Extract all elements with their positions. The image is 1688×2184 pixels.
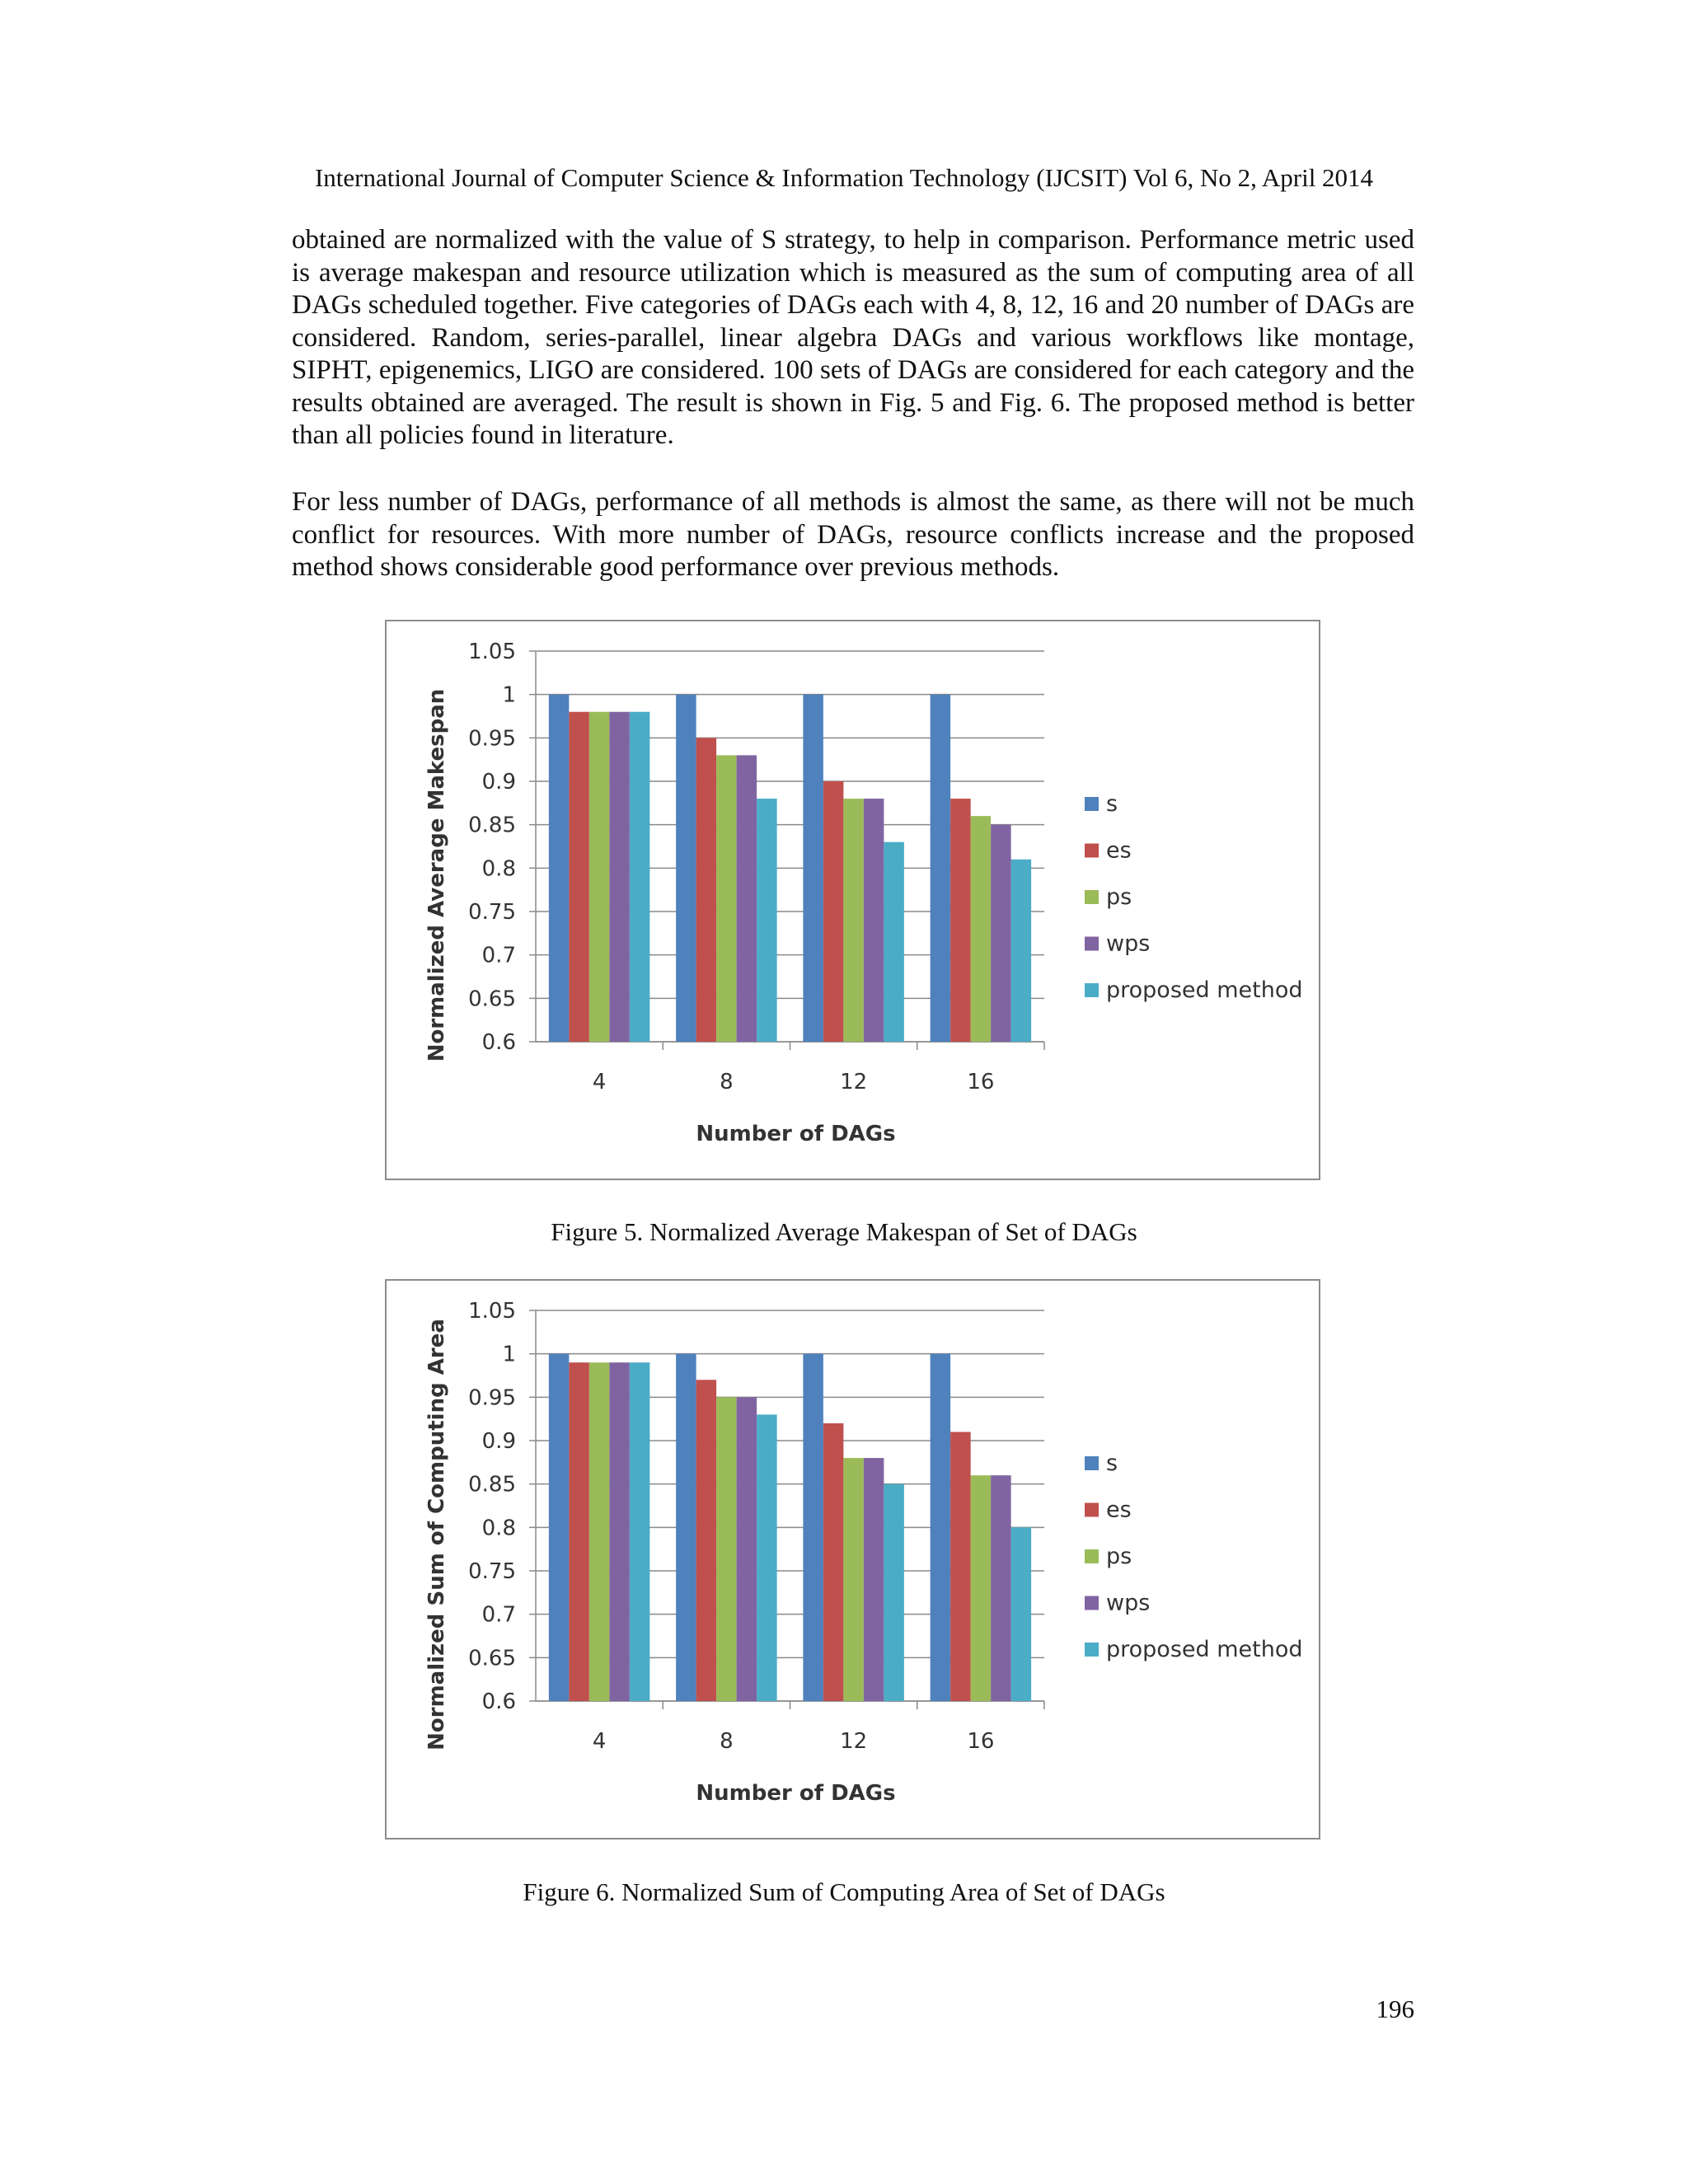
bar-s-4 (549, 695, 570, 1042)
bar-es-16 (950, 1432, 971, 1701)
legend-swatch-s (1085, 797, 1099, 811)
y-tick-label: 0.75 (468, 1559, 516, 1584)
figure-6 (385, 1279, 1320, 1840)
y-tick-label: 1.05 (468, 640, 516, 664)
bar-wps-4 (609, 712, 630, 1042)
y-tick-label: 0.8 (481, 856, 516, 882)
legend-swatch-wps (1085, 937, 1099, 951)
legend-label-wps: wps (1106, 1590, 1151, 1616)
y-tick-label: 0.7 (481, 943, 516, 968)
body-paragraph-2: For less number of DAGs, performance of all methods is almost the same, as there will not be much conflict for resources. With more number of DAGs, resource conflicts increase and the proposed method shows considerable good performance over previous methods. (292, 487, 1414, 582)
figure-6-chart (387, 1281, 1319, 1838)
y-tick-label: 0.6 (481, 1690, 516, 1714)
bar-es-12 (823, 781, 844, 1042)
bar-wps-16 (991, 1475, 1011, 1701)
figure-6-caption: Figure 6. Normalized Sum of Computing Area of Set of DAGs (523, 1877, 1165, 1906)
running-head: International Journal of Computer Science & Information Technology (IJCSIT) Vol 6, No 2, April 2014 (314, 163, 1374, 192)
bar-proposed-method-8 (757, 799, 777, 1042)
bar-es-4 (569, 712, 589, 1042)
bar-s-8 (676, 695, 696, 1042)
legend-swatch-es (1085, 844, 1099, 858)
legend-label-proposed-method: proposed method (1106, 977, 1303, 1003)
x-tick-label: 8 (720, 1729, 734, 1754)
bar-ps-12 (843, 1458, 864, 1701)
y-tick-label: 1.05 (468, 1299, 516, 1324)
bar-wps-12 (864, 1458, 884, 1701)
legend-swatch-proposed-method (1085, 1643, 1099, 1657)
bar-proposed-method-8 (757, 1414, 777, 1701)
y-tick-label: 0.85 (468, 813, 516, 838)
bar-es-12 (823, 1423, 844, 1701)
y-axis-title: Normalized Average Makespan (424, 688, 449, 1062)
bar-ps-16 (971, 816, 992, 1042)
page-number: 196 (1376, 1994, 1414, 2023)
figure-5 (385, 620, 1320, 1180)
y-tick-label: 0.85 (468, 1472, 516, 1497)
legend-label-wps: wps (1106, 930, 1151, 957)
y-tick-label: 0.7 (481, 1602, 516, 1628)
legend-swatch-ps (1085, 1549, 1099, 1563)
legend-swatch-ps (1085, 890, 1099, 904)
x-tick-label: 4 (592, 1729, 607, 1754)
bar-proposed-method-16 (1011, 1527, 1032, 1701)
bar-wps-8 (737, 755, 757, 1042)
y-tick-label: 0.65 (468, 1646, 516, 1671)
x-tick-label: 12 (840, 1070, 868, 1094)
x-axis-title: Number of DAGs (696, 1781, 896, 1806)
y-tick-label: 0.6 (481, 1030, 516, 1055)
bar-proposed-method-4 (630, 1362, 650, 1701)
bar-s-12 (803, 695, 823, 1042)
bar-s-16 (931, 1354, 951, 1701)
bar-ps-16 (971, 1475, 992, 1701)
bar-es-8 (696, 738, 717, 1042)
y-tick-label: 0.9 (481, 1429, 516, 1454)
legend-label-es: es (1106, 1497, 1132, 1523)
x-tick-label: 16 (967, 1729, 995, 1754)
y-tick-label: 1 (502, 682, 516, 708)
legend-label-proposed-method: proposed method (1106, 1637, 1303, 1662)
y-tick-label: 0.95 (468, 726, 516, 752)
x-tick-label: 8 (720, 1070, 734, 1094)
bar-ps-8 (716, 755, 737, 1042)
legend-swatch-proposed-method (1085, 983, 1099, 997)
x-tick-label: 16 (967, 1070, 995, 1094)
legend-swatch-wps (1085, 1596, 1099, 1610)
bar-wps-4 (609, 1362, 630, 1701)
legend-label-s: s (1106, 791, 1118, 817)
body-paragraph-1: obtained are normalized with the value of S strategy, to help in comparison. Performance metric used is average makespan and resource utilization which is measured as the sum of computing area of all DAGs scheduled together. Five categories of DAGs each with 4, 8, 12, 16 and 20 number of DAGs are considered. Random, series-parallel, linear algebra DAGs and various workflows like montage, SIPHT, epigenemics, LIGO are considered. 100 sets of DAGs are considered for each category and the results obtained are averaged. The result is shown in Fig. 5 and Fig. 6. The proposed method is better than all policies found in literature. (292, 225, 1414, 450)
bar-proposed-method-16 (1011, 860, 1032, 1042)
bar-ps-4 (589, 712, 610, 1042)
legend-label-es: es (1106, 837, 1132, 864)
x-tick-label: 12 (840, 1729, 868, 1754)
bar-s-12 (803, 1354, 823, 1701)
bar-proposed-method-12 (884, 842, 904, 1042)
bar-es-8 (696, 1380, 717, 1701)
bar-es-16 (950, 799, 971, 1042)
legend-label-s: s (1106, 1451, 1118, 1476)
x-axis-title: Number of DAGs (696, 1122, 896, 1146)
y-tick-label: 0.8 (481, 1516, 516, 1541)
bar-proposed-method-4 (630, 712, 650, 1042)
bar-ps-8 (716, 1397, 737, 1701)
bar-ps-4 (589, 1362, 610, 1701)
bar-s-4 (549, 1354, 570, 1701)
bar-ps-12 (843, 799, 864, 1042)
y-tick-label: 0.65 (468, 987, 516, 1012)
y-tick-label: 0.95 (468, 1385, 516, 1411)
y-tick-label: 1 (502, 1342, 516, 1367)
bar-wps-8 (737, 1397, 757, 1701)
bar-s-16 (931, 695, 951, 1042)
bar-wps-12 (864, 799, 884, 1042)
bar-wps-16 (991, 825, 1011, 1042)
legend-label-ps: ps (1106, 884, 1132, 910)
y-axis-title: Normalized Sum of Computing Area (424, 1319, 449, 1750)
bar-es-4 (569, 1362, 589, 1701)
bar-s-8 (676, 1354, 696, 1701)
legend-swatch-es (1085, 1503, 1099, 1517)
figure-5-chart (387, 621, 1319, 1179)
legend-swatch-s (1085, 1456, 1099, 1470)
legend-label-ps: ps (1106, 1544, 1132, 1569)
y-tick-label: 0.9 (481, 770, 516, 794)
figure-5-caption: Figure 5. Normalized Average Makespan of Set of DAGs (551, 1217, 1137, 1246)
x-tick-label: 4 (592, 1070, 607, 1094)
bar-proposed-method-12 (884, 1484, 904, 1701)
y-tick-label: 0.75 (468, 900, 516, 925)
